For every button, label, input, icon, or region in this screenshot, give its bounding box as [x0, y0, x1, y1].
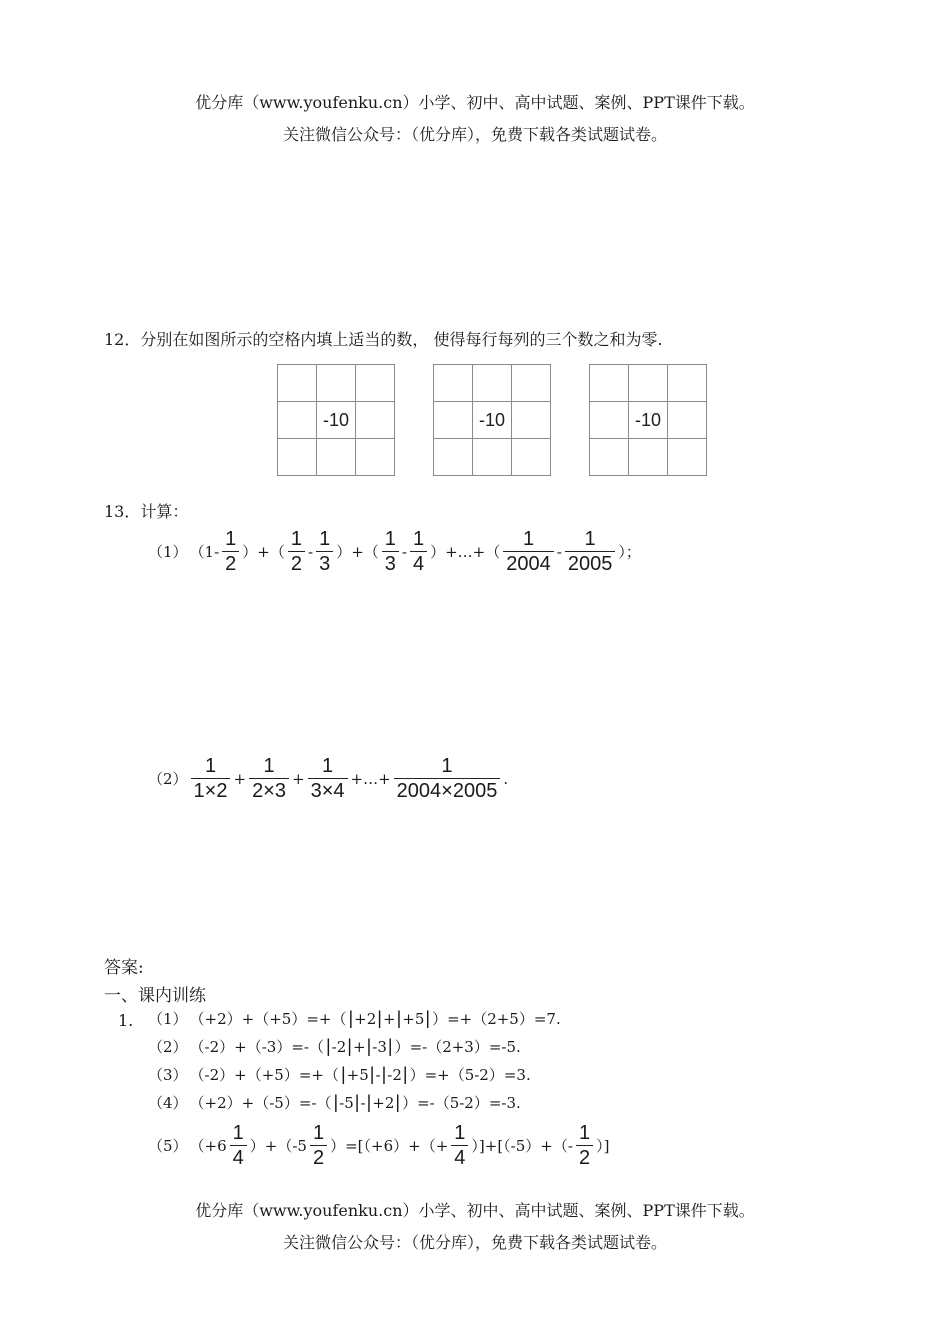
- answers-title: 答案:: [104, 958, 144, 978]
- magic-grid-3: [589, 364, 707, 476]
- question-12-text: 12．分别在如图所示的空格内填上适当的数， 使得每行每列的三个数之和为零.: [104, 330, 663, 349]
- part-label: （2）: [148, 770, 188, 788]
- fraction: $\frac{1}{4}$: [230, 1122, 247, 1169]
- fraction: $\frac{1}{3}$: [316, 528, 333, 575]
- q13-part2-expression: （2） $\frac{1}{1\times 2}$ + $\frac{1}{2\times 3}$ + $\frac{1}{3\times 4}$ +…+ $\frac{1}{2004\times 2005}$ .: [148, 755, 509, 802]
- grid-center-value: -10: [629, 402, 668, 439]
- magic-grid-2: [433, 364, 551, 476]
- answer-row-2: （2） （-2）+（-3）=-（ | -2 | + | -3 | ）=-（2+3）=-5.: [148, 1036, 521, 1056]
- fraction: $\frac{1}{2004}$: [503, 528, 554, 575]
- header-line-2: 关注微信公众号：（优分库），免费下载各类试题试卷。: [282, 125, 667, 144]
- fraction: $\frac{1}{4}$: [410, 528, 427, 575]
- answers-section-title: 一、课内训练: [104, 986, 206, 1006]
- fraction: $\frac{1}{2\times 3}$: [249, 755, 289, 802]
- answer-row-1: （1） （+2）+（+5）=+（ | +2 | + | +5 | ）=+（2+5）=7.: [148, 1008, 561, 1028]
- grid-center-value: -10: [317, 402, 356, 439]
- fraction: $\frac{1}{2}$: [576, 1122, 593, 1169]
- question-13-text: 13．计算：: [104, 502, 189, 521]
- header-line-1: 优分库（www.youfenku.cn）小学、初中、高中试题、案例、PPT课件下载。: [195, 93, 755, 112]
- fraction: $\frac{1}{1\times 2}$: [191, 755, 231, 802]
- fraction: $\frac{1}{2}$: [288, 528, 305, 575]
- answer-row-3: （3） （-2）+（+5）=+（ | +5 | - | -2 | ）=+（5-2）=3.: [148, 1064, 531, 1084]
- part-label: （1）: [148, 543, 188, 561]
- grid-center-value: -10: [473, 402, 512, 439]
- footer-line-2: 关注微信公众号：（优分库），免费下载各类试题试卷。: [282, 1233, 667, 1252]
- fraction: $\frac{1}{3}$: [382, 528, 399, 575]
- fraction: $\frac{1}{3\times 4}$: [308, 755, 348, 802]
- answer-number: 1.: [118, 1011, 134, 1030]
- fraction: $\frac{1}{2004\times 2005}$: [394, 755, 501, 802]
- footer-line-1: 优分库（www.youfenku.cn）小学、初中、高中试题、案例、PPT课件下载。: [195, 1201, 755, 1220]
- fraction: $\frac{1}{2}$: [222, 528, 239, 575]
- q13-part1-expression: （1） （1- $\frac{1}{2}$ ）+（ $\frac{1}{2}$ - $\frac{1}{3}$ ）+（ $\frac{1}{3}$ - $\frac{1}{4}$ ）+…+（ $\frac{1}{2004}$ - $\frac{1}{2005}$ ）；: [148, 528, 641, 575]
- fraction: $\frac{1}{2}$: [310, 1122, 327, 1169]
- fraction: $\frac{1}{4}$: [451, 1122, 468, 1169]
- fraction: $\frac{1}{2005}$: [565, 528, 616, 575]
- answer-row-5: （5） （+6 $\frac{1}{4}$ ）+（-5 $\frac{1}{2}$ ）=[（+6）+（+ $\frac{1}{4}$ ）]+[（-5）+（- $\frac{1}{2}$ ）]: [148, 1122, 610, 1169]
- answer-row-4: （4） （+2）+（-5）=-（ | -5 | - | +2 | ）=-（5-2）=-3.: [148, 1092, 521, 1112]
- magic-grid-1: [277, 364, 395, 476]
